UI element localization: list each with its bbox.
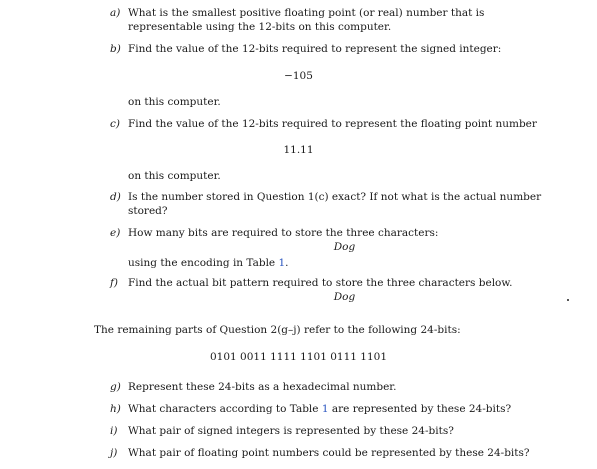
question-i-label: i) xyxy=(110,425,118,437)
question-b xyxy=(110,42,542,56)
question-h xyxy=(110,402,542,416)
question-e xyxy=(110,226,542,240)
question-c-after: on this computer. xyxy=(128,170,221,182)
question-e-after-suffix: . xyxy=(285,257,289,269)
question-a-text: What is the smallest positive floating point (or real) number that is representable using the 12-bits on this computer. xyxy=(128,7,485,33)
question-d-label: d) xyxy=(110,191,121,203)
question-c-text: Find the value of the 12-bits required to represent the floating point number xyxy=(128,118,537,130)
question-a-label: a) xyxy=(110,7,121,19)
question-j-text: What pair of floating point numbers could be represented by these 24-bits? xyxy=(128,447,530,459)
question-j xyxy=(110,446,542,460)
stray-dot xyxy=(567,299,569,301)
question-e-text: How many bits are required to store the three characters: xyxy=(128,227,439,239)
question-g-text: Represent these 24-bits as a hexadecimal number. xyxy=(128,381,397,393)
question-e-after xyxy=(128,256,289,270)
question-j-label: j) xyxy=(110,447,118,459)
question-f-text: Find the actual bit pattern required to store the three characters below. xyxy=(128,277,513,289)
question-i-text: What pair of signed integers is represented by these 24-bits? xyxy=(128,425,454,437)
bit-pattern: 0101 0011 1111 1101 0111 1101 xyxy=(209,351,388,363)
question-h-text xyxy=(128,402,542,416)
question-h-label: h) xyxy=(110,403,121,415)
question-i xyxy=(110,424,542,438)
question-a xyxy=(110,6,542,34)
question-c xyxy=(110,117,542,131)
table-1-link-2[interactable]: 1 xyxy=(321,403,329,415)
question-c-label: c) xyxy=(110,118,120,130)
question-b-after: on this computer. xyxy=(128,96,221,108)
question-b-text: Find the value of the 12-bits required to represent the signed integer: xyxy=(128,43,502,55)
remaining-intro: The remaining parts of Question 2(g–j) refer to the following 24-bits: xyxy=(94,324,461,336)
question-g-label: g) xyxy=(110,381,121,393)
question-g xyxy=(110,380,542,394)
question-h-suffix: are represented by these 24-bits? xyxy=(328,403,512,415)
question-e-value: Dog xyxy=(333,241,356,253)
question-d-text: Is the number stored in Question 1(c) exact? If not what is the actual number stored? xyxy=(128,191,542,217)
question-f xyxy=(110,276,542,290)
table-1-link[interactable]: 1 xyxy=(278,257,286,269)
question-d xyxy=(110,190,542,218)
question-e-after-prefix: using the encoding in Table xyxy=(128,257,279,269)
question-b-label: b) xyxy=(110,43,121,55)
question-f-label: f) xyxy=(110,277,118,289)
question-e-label: e) xyxy=(110,227,121,239)
question-c-value: 11.11 xyxy=(283,144,314,156)
question-f-value: Dog xyxy=(333,291,356,303)
question-h-prefix: What characters according to Table xyxy=(128,403,322,415)
question-b-value: −105 xyxy=(284,70,313,82)
